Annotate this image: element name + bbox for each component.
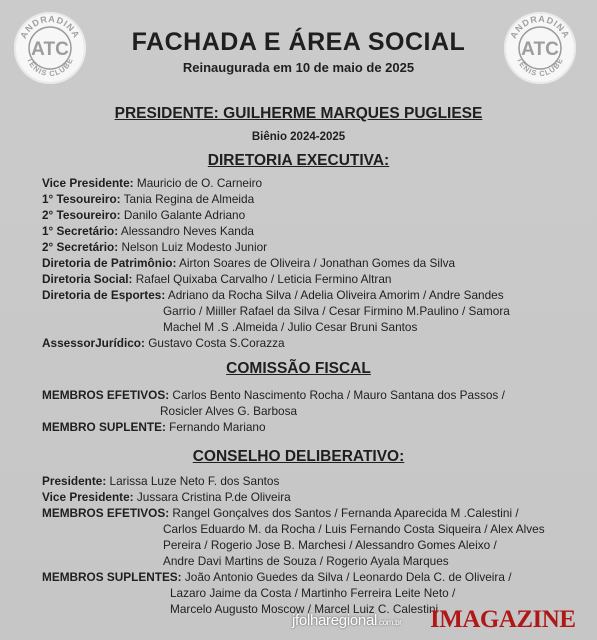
list-item xyxy=(42,419,582,435)
executive-board-list xyxy=(42,175,582,351)
list-item-continuation: Pereira / Rogerio Jose B. Marchesi / Alessandro Gomes Aleixo / xyxy=(163,538,497,552)
list-item xyxy=(42,505,582,521)
list-item-continuation: Garrio / Miiller Rafael da Silva / Cesar Firmino M.Paulino / Samora xyxy=(163,304,510,318)
watermark-suffix: .com.br xyxy=(377,618,402,627)
source-watermark xyxy=(292,612,402,629)
fiscal-committee-heading: COMISSÃO FISCAL xyxy=(226,360,371,377)
executive-board-heading: DIRETORIA EXECUTIVA: xyxy=(207,152,390,169)
member-names: Adriano da Rocha Silva / Adelia Oliveira Amorim / Andre Sandes xyxy=(165,288,504,302)
role-label: Vice Presidente: xyxy=(42,490,134,504)
svg-text:ATC: ATC xyxy=(31,39,69,60)
member-names: Tania Regina de Almeida xyxy=(120,192,255,206)
svg-text:TÊNIS CLUBE: TÊNIS CLUBE xyxy=(25,56,76,79)
member-names: Airton Soares de Oliveira / Jonathan Gomes da Silva xyxy=(176,256,456,270)
list-item xyxy=(42,489,582,505)
list-item xyxy=(42,223,582,239)
role-label: AssessorJurídico: xyxy=(42,336,145,350)
member-names: Alessandro Neves Kanda xyxy=(118,224,254,238)
fiscal-committee-list xyxy=(42,387,582,435)
svg-text:ANDRADINA: ANDRADINA xyxy=(18,13,82,41)
list-item-continuation: Marcelo Augusto Moscow / Marcel Luiz C. Calestini xyxy=(170,602,439,616)
role-label: MEMBROS SUPLENTES: xyxy=(42,570,182,584)
deliberative-council-heading: CONSELHO DELIBERATIVO: xyxy=(192,448,405,465)
member-names: Fernando Mariano xyxy=(165,420,266,434)
list-item xyxy=(42,175,582,191)
member-names: João Antonio Guedes da Silva / Leonardo Dela C. de Oliveira / xyxy=(181,570,512,584)
list-item xyxy=(42,191,582,207)
member-names: Rafael Quixaba Carvalho / Leticia Fermino Altran xyxy=(132,272,392,286)
svg-text:ATC: ATC xyxy=(521,39,559,60)
list-item xyxy=(42,473,582,489)
watermark-text: jfolharegional xyxy=(292,612,378,629)
role-label: 1° Tesoureiro: xyxy=(42,192,121,206)
role-label: Vice Presidente: xyxy=(42,176,134,190)
list-item-continuation: Andre Davi Martins de Souza / Rogerio Ayala Marques xyxy=(163,554,449,568)
member-names: Carlos Bento Nascimento Rocha / Mauro Santana dos Passos / xyxy=(169,388,505,402)
list-item-continuation: Machel M .S .Almeida / Julio Cesar Bruni Santos xyxy=(163,320,418,334)
member-names: Gustavo Costa S.Corazza xyxy=(144,336,285,350)
role-label: MEMBROS EFETIVOS: xyxy=(42,388,170,402)
role-label: Diretoria Social: xyxy=(42,272,133,286)
member-names: Nelson Luiz Modesto Junior xyxy=(118,240,268,254)
role-label: Presidente: xyxy=(42,474,107,488)
member-names: Mauricio de O. Carneiro xyxy=(133,176,263,190)
list-item xyxy=(42,207,582,223)
magazine-brand: IMAGAZINE xyxy=(430,606,576,633)
list-item xyxy=(42,255,582,271)
list-item xyxy=(42,387,582,403)
role-label: 1° Secretário: xyxy=(42,224,119,238)
member-names: Larissa Luze Neto F. dos Santos xyxy=(106,474,280,488)
role-label: Diretoria de Patrimônio: xyxy=(42,256,177,270)
role-label: MEMBRO SUPLENTE: xyxy=(42,420,166,434)
term-label: Biênio 2024-2025 xyxy=(251,131,346,143)
list-item xyxy=(42,239,582,255)
list-item xyxy=(42,335,582,351)
list-item-continuation: Lazaro Jaime da Costa / Martinho Ferreira Leite Neto / xyxy=(170,586,456,600)
page-subtitle: Reinaugurada em 10 de maio de 2025 xyxy=(182,60,415,75)
list-item xyxy=(42,287,582,303)
role-label: 2° Secretário: xyxy=(42,240,119,254)
list-item xyxy=(42,569,582,585)
list-item-continuation: Carlos Eduardo M. da Rocha / Luis Fernando Costa Siqueira / Alex Alves xyxy=(163,522,545,536)
page-title: FACHADA E ÁREA SOCIAL xyxy=(131,28,466,56)
role-label: MEMBROS EFETIVOS: xyxy=(42,506,170,520)
list-item-continuation: Rosicler Alves G. Barbosa xyxy=(160,404,298,418)
member-names: Danilo Galante Adriano xyxy=(120,208,246,222)
svg-text:ANDRADINA: ANDRADINA xyxy=(508,13,572,41)
svg-text:TÊNIS CLUBE: TÊNIS CLUBE xyxy=(515,56,566,79)
president-heading: PRESIDENTE: GUILHERME MARQUES PUGLIESE xyxy=(114,105,483,122)
list-item xyxy=(42,271,582,287)
member-names: Jussara Cristina P.de Oliveira xyxy=(133,490,291,504)
member-names: Rangel Gonçalves dos Santos / Fernanda Aparecida M .Calestini / xyxy=(169,506,519,520)
role-label: Diretoria de Esportes: xyxy=(42,288,166,302)
deliberative-council-list xyxy=(42,473,582,617)
role-label: 2° Tesoureiro: xyxy=(42,208,121,222)
